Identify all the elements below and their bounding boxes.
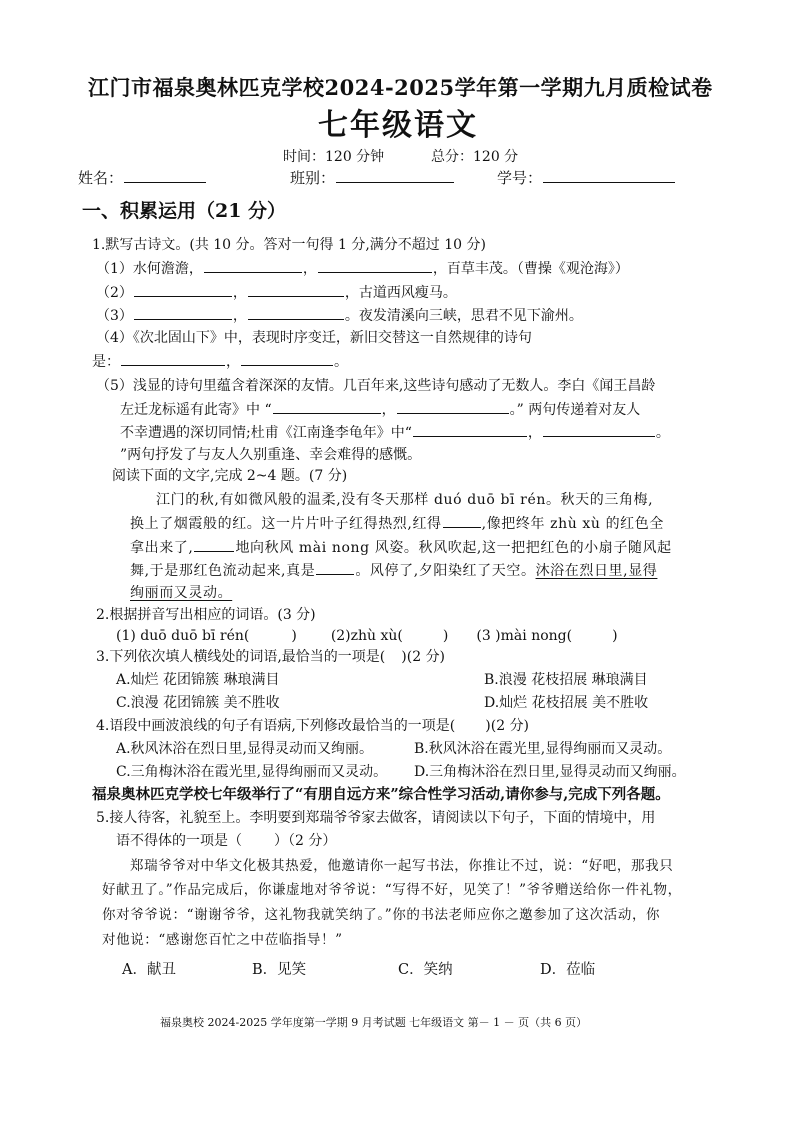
q1-sub1-blank1[interactable] — [204, 258, 302, 273]
passage-line3: 拿出来了, 地向秋风 mài nong 风姿。秋风吹起,这一把把红色的小扇子随风起 — [130, 537, 672, 558]
q4-option-d[interactable]: D.三角梅沐浴在烈日里,显得灵动而又绚丽。 — [414, 764, 686, 780]
passage-blank2[interactable] — [194, 537, 234, 552]
q4-option-a[interactable]: A.秋风沐浴在烈日里,显得灵动而又绚丽。 — [116, 741, 374, 757]
q1-stem: 1.默写古诗文。(共 10 分。答对一句得 1 分,满分不超过 10 分) — [92, 237, 486, 253]
student-id-field[interactable] — [497, 168, 676, 188]
q1-sub5-blank3[interactable] — [413, 422, 527, 437]
q5-stem-line1: 5.接人待客，礼貌至上。李明要到郑瑞爷爷家去做客，请阅读以下句子，下面的情境中，用 — [96, 810, 656, 826]
q1-sub1: （1）水何澹澹， ， ，百草丰茂。（曹操《观沧海》） — [96, 258, 629, 279]
exam-total-score: 总分：120 分 — [431, 149, 519, 165]
passage-line1: 江门的秋,有如微风般的温柔,没有冬天那样 duó duō bī rén。秋天的三角梅, — [156, 492, 654, 508]
class-field[interactable] — [290, 168, 455, 188]
q1-sub4-line1: （4）《次北固山下》中，表现时序变迁，新旧交替这一自然规律的诗句 — [96, 330, 532, 346]
section-heading: 一、积累运用（21 分） — [82, 200, 287, 222]
q1-sub5-blank4[interactable] — [543, 422, 655, 437]
q3-option-b[interactable]: B.浪漫 花枝招展 琳琅满目 — [484, 672, 648, 688]
q1-sub5-line1: （5）浅显的诗句里蕴含着深深的友情。几百年来,这些诗句感动了无数人。李白《闻王昌龄 — [96, 378, 656, 394]
q5-option-c[interactable]: C．笑纳 — [398, 962, 453, 978]
q5-passage-line3: 你对爷爷说：“谢谢爷爷，这礼物我就笑纳了。”你的书法老师应你之邀参加了这次活动，你 — [102, 907, 661, 923]
q1-sub3-blank1[interactable] — [134, 305, 232, 320]
q1-sub4-line2: 是： ， 。 — [92, 351, 348, 372]
q1-sub5-line4: ”两句抒发了与友人久别重逢、幸会难得的感慨。 — [120, 447, 422, 463]
passage-line5 — [130, 583, 232, 603]
q2-stem: 2.根据拼音写出相应的词语。(3 分) — [96, 607, 316, 623]
name-label: 姓名： — [78, 169, 124, 187]
passage-blank3[interactable] — [316, 560, 354, 575]
passage-blank1[interactable] — [443, 513, 481, 528]
q1-sub5-line2: 左迁龙标遥有此寄》中 “ ， 。” 两句传递着对友人 — [120, 399, 640, 420]
name-field[interactable] — [78, 168, 207, 188]
q4-option-c[interactable]: C.三角梅沐浴在霞光里,显得绚丽而又灵动。 — [116, 764, 388, 780]
exam-time: 时间：120 分钟 — [283, 149, 385, 165]
id-label: 学号： — [497, 169, 543, 187]
q1-sub5-blank1[interactable] — [273, 399, 381, 414]
q5-option-d[interactable]: D．莅临 — [540, 962, 596, 978]
q5-passage-line4: 对他说：“感谢您百忙之中莅临指导！” — [102, 932, 343, 948]
passage-line4: 舞,于是那红色流动起来,真是 。风停了,夕阳染红了天空。沐浴在烈日里,显得 — [130, 560, 657, 581]
wavy-sentence-part1: 沐浴在烈日里,显得 — [535, 563, 658, 579]
class-blank[interactable] — [336, 168, 454, 183]
school-title: 江门市福泉奥林匹克学校2024-2025学年第一学期九月质检试卷 — [88, 75, 713, 100]
q3-option-d[interactable]: D.灿烂 花枝招展 美不胜收 — [484, 695, 649, 711]
q5-passage-line1: 郑瑞爷爷对中华文化极其热爱，他邀请你一起写书法，你推让不过，说：“好吧，那我只 — [130, 858, 674, 874]
q1-sub4-blank1[interactable] — [121, 351, 225, 366]
subject-title: 七年级语文 — [318, 108, 478, 143]
reading-intro: 阅读下面的文字,完成 2~4 题。(7 分) — [112, 468, 348, 484]
q3-option-c[interactable]: C.浪漫 花团锦簇 美不胜收 — [116, 695, 280, 711]
class-label: 班别： — [290, 169, 336, 187]
q5-stem-line2: 语不得体的一项是（ ）（2 分） — [116, 833, 337, 849]
q1-sub5-line3: 不幸遭遇的深切同情;杜甫《江南逢李龟年》中“ ， 。 — [120, 422, 670, 443]
q3-option-a[interactable]: A.灿烂 花团锦簇 琳琅满目 — [116, 672, 280, 688]
activity-heading: 福泉奥林匹克学校七年级举行了“有朋自远方来”综合性学习活动,请你参与,完成下列各题。 — [92, 786, 670, 803]
q1-sub5-blank2[interactable] — [397, 399, 509, 414]
q5-option-b[interactable]: B．见笑 — [252, 962, 307, 978]
q1-sub3-blank2[interactable] — [248, 305, 344, 320]
q1-sub1-blank2[interactable] — [318, 258, 432, 273]
q1-sub3: （3） ， 。夜发清溪向三峡，思君不见下渝州。 — [96, 305, 583, 326]
passage-line2: 换上了烟霞般的红。这一片片叶子红得热烈,红得 ,像把终年 zhù xù 的红色全 — [130, 513, 664, 534]
q3-stem: 3.下列依次填人横线处的词语,最恰当的一项是( )(2 分) — [96, 649, 446, 665]
name-blank[interactable] — [124, 168, 206, 183]
q4-stem: 4.语段中画波浪线的句子有语病,下列修改最恰当的一项是( )(2 分) — [96, 718, 530, 734]
q1-sub2-blank2[interactable] — [248, 282, 344, 297]
page-footer: 福泉奥校 2024-2025 学年度第一学期 9 月考试题 七年级语文 第－ 1 － 页（共 6 页） — [160, 1016, 588, 1029]
q1-sub2-blank1[interactable] — [134, 282, 232, 297]
q5-option-a[interactable]: A．献丑 — [122, 962, 176, 978]
wavy-sentence-part2: 绚丽而又灵动。 — [130, 585, 233, 601]
q1-sub2: （2） ， ，古道西风瘦马。 — [96, 282, 457, 303]
q2-items: (1) duō duō bī rén( ) (2)zhù xù( ) (3 )mài nong( ) — [116, 628, 618, 644]
q4-option-b[interactable]: B.秋风沐浴在霞光里,显得绚丽而又灵动。 — [414, 741, 672, 757]
q5-passage-line2: 好献丑了。”作品完成后，你谦虚地对爷爷说：“写得不好，见笑了！”爷爷赠送给你一件礼物， — [102, 882, 682, 898]
id-blank[interactable] — [543, 168, 675, 183]
q1-sub4-blank2[interactable] — [241, 351, 333, 366]
